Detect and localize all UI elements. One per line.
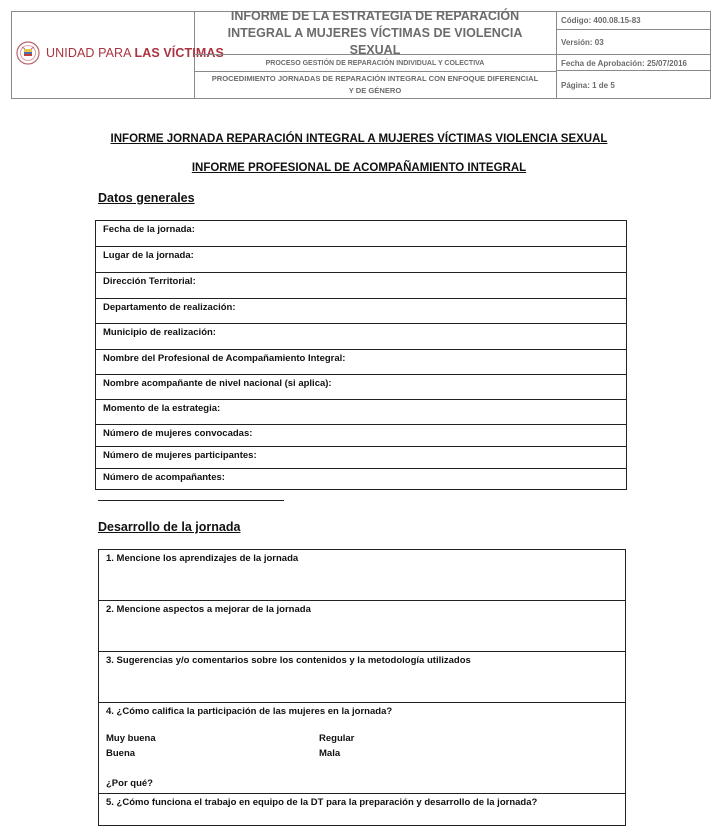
colombia-seal-icon <box>16 41 40 65</box>
field-mujeres-participantes[interactable]: Número de mujeres participantes: <box>96 447 626 469</box>
header-approval-date: Fecha de Aprobación: 25/07/2016 <box>557 56 710 71</box>
field-departamento[interactable]: Departamento de realización: <box>96 299 626 324</box>
header-page: Página: 1 de 5 <box>561 80 615 90</box>
header-code: Código: 400.08.15-83 <box>557 12 710 30</box>
general-data-heading: Datos generales <box>98 191 195 205</box>
header-process: PROCESO GESTIÓN DE REPARACIÓN INDIVIDUAL Y COLECTIVA <box>194 56 556 72</box>
separator-line <box>98 500 284 501</box>
option-muy-buena[interactable]: Muy buena <box>106 733 156 744</box>
field-nombre-profesional[interactable]: Nombre del Profesional de Acompañamiento Integral: <box>96 350 626 375</box>
question-participacion[interactable] <box>99 703 625 794</box>
question-label: 5. ¿Cómo funciona el trabajo en equipo de la DT para la preparación y desarrollo de la jornada? <box>106 797 538 808</box>
option-buena[interactable]: Buena <box>106 748 136 759</box>
question-sugerencias[interactable] <box>99 652 625 703</box>
logo-cell <box>12 12 224 98</box>
header-procedure: PROCEDIMIENTO JORNADAS DE REPARACIÓN INTEGRAL CON ENFOQUE DIFERENCIAL Y DE GÉNERO <box>211 74 539 95</box>
question-label: 4. ¿Cómo califica la participación de las mujeres en la jornada? <box>106 706 393 717</box>
question-label: 1. Mencione los aprendizajes de la jornada <box>106 553 299 564</box>
field-mujeres-convocadas[interactable]: Número de mujeres convocadas: <box>96 425 626 447</box>
field-direccion-territorial[interactable]: Dirección Territorial: <box>96 273 626 299</box>
question-trabajo-equipo[interactable] <box>99 794 625 825</box>
why-label: ¿Por qué? <box>106 778 153 789</box>
field-momento-estrategia[interactable]: Momento de la estrategia: <box>96 400 626 425</box>
header-version: Versión: 03 <box>557 31 710 55</box>
question-label: 3. Sugerencias y/o comentarios sobre los contenidos y la metodología utilizados <box>106 655 471 666</box>
field-municipio[interactable]: Municipio de realización: <box>96 324 626 350</box>
option-mala[interactable]: Mala <box>319 748 341 759</box>
field-lugar-jornada[interactable]: Lugar de la jornada: <box>96 247 626 273</box>
question-aspectos-mejorar[interactable] <box>99 601 625 652</box>
field-acompanante-nacional[interactable]: Nombre acompañante de nivel nacional (si aplica): <box>96 375 626 400</box>
field-acompanantes[interactable]: Número de acompañantes: <box>103 472 225 483</box>
document-subtitle: INFORME PROFESIONAL DE ACOMPAÑAMIENTO INTEGRAL <box>191 162 527 174</box>
development-heading: Desarrollo de la jornada <box>98 520 241 534</box>
option-regular[interactable]: Regular <box>319 733 355 744</box>
development-table <box>98 549 626 826</box>
question-label: 2. Mencione aspectos a mejorar de la jornada <box>106 604 311 615</box>
document-header <box>11 8 711 99</box>
field-fecha-jornada[interactable]: Fecha de la jornada: <box>96 221 626 247</box>
question-aprendizajes[interactable] <box>99 550 625 601</box>
unidad-victimas-logo <box>16 41 224 65</box>
document-title: INFORME JORNADA REPARACIÓN INTEGRAL A MUJERES VÍCTIMAS VIOLENCIA SEXUAL <box>110 133 608 145</box>
logo-text: UNIDAD PARA LAS VÍCTIMAS <box>46 46 224 60</box>
header-title: INFORME DE LA ESTRATEGIA DE REPARACIÓN INTEGRAL A MUJERES VÍCTIMAS DE VIOLENCIA SEXUAL <box>194 12 556 55</box>
general-data-table <box>95 220 627 490</box>
